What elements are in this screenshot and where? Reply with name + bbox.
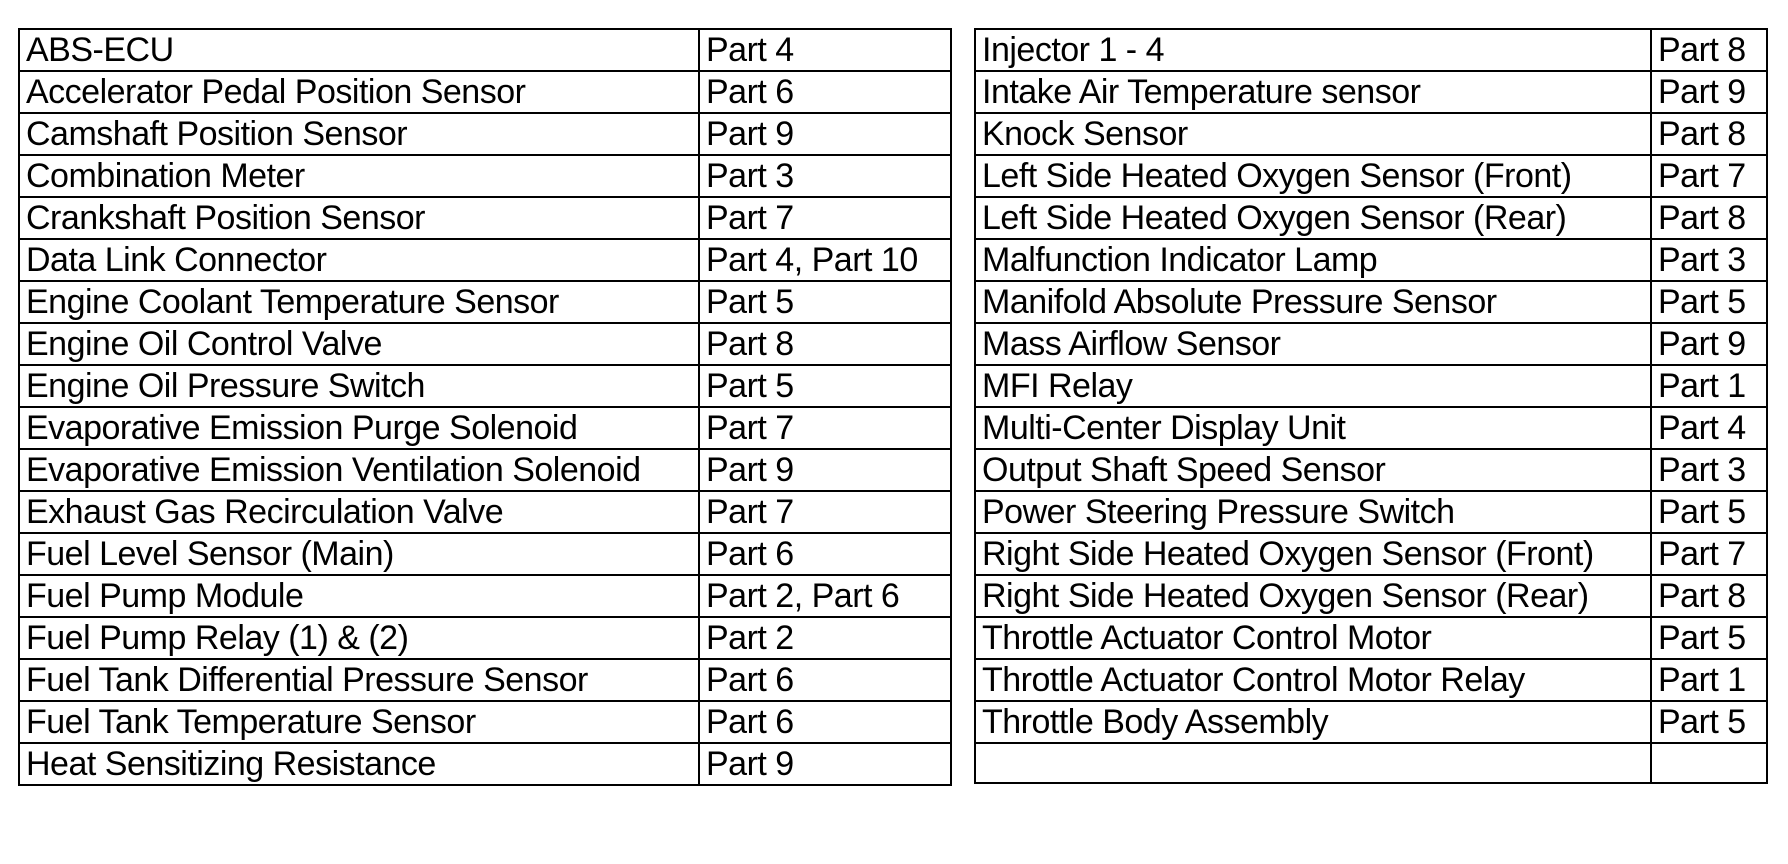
component-name-cell: Throttle Actuator Control Motor: [975, 617, 1651, 659]
component-name-cell: Exhaust Gas Recirculation Valve: [19, 491, 699, 533]
location-cell: Part 8: [1651, 575, 1767, 617]
table-row: [975, 29, 1767, 71]
location-cell: Part 6: [699, 533, 951, 575]
table-row: [975, 575, 1767, 617]
table-row: [975, 365, 1767, 407]
table-row: [19, 533, 951, 575]
component-name-cell: Evaporative Emission Ventilation Solenoid: [19, 449, 699, 491]
location-cell: Part 8: [699, 323, 951, 365]
component-name-cell: Manifold Absolute Pressure Sensor: [975, 281, 1651, 323]
table-row: [19, 113, 951, 155]
component-name-cell: Engine Coolant Temperature Sensor: [19, 281, 699, 323]
table-row: [19, 155, 951, 197]
table-row: [975, 701, 1767, 743]
location-cell: Part 6: [699, 71, 951, 113]
location-cell: Part 4: [699, 29, 951, 71]
component-name-cell: Fuel Pump Module: [19, 575, 699, 617]
location-cell: Part 7: [1651, 155, 1767, 197]
table-row: [975, 197, 1767, 239]
location-cell: Part 1: [1651, 365, 1767, 407]
table-row: [19, 743, 951, 785]
table-row: [19, 71, 951, 113]
location-cell: Part 7: [1651, 533, 1767, 575]
component-name-cell: Injector 1 - 4: [975, 29, 1651, 71]
component-name-cell: Multi-Center Display Unit: [975, 407, 1651, 449]
table-row: [19, 281, 951, 323]
table-row: [975, 155, 1767, 197]
table-row: [19, 449, 951, 491]
component-name-cell: Throttle Actuator Control Motor Relay: [975, 659, 1651, 701]
location-cell: Part 3: [1651, 239, 1767, 281]
table-row: [975, 239, 1767, 281]
table-row: [19, 659, 951, 701]
table-row: [19, 575, 951, 617]
table-row: [975, 113, 1767, 155]
location-cell: Part 8: [1651, 29, 1767, 71]
component-name-cell: Accelerator Pedal Position Sensor: [19, 71, 699, 113]
location-cell: Part 9: [699, 113, 951, 155]
table-row: [975, 659, 1767, 701]
component-name-cell: ABS-ECU: [19, 29, 699, 71]
location-cell: Part 5: [1651, 281, 1767, 323]
right-table-body: [975, 29, 1767, 783]
location-cell: Part 4, Part 10: [699, 239, 951, 281]
component-name-cell: Fuel Pump Relay (1) & (2): [19, 617, 699, 659]
component-name-cell: Throttle Body Assembly: [975, 701, 1651, 743]
location-cell: Part 7: [699, 407, 951, 449]
table-row: [19, 29, 951, 71]
table-row: [975, 323, 1767, 365]
table-row: [19, 491, 951, 533]
component-name-cell: Intake Air Temperature sensor: [975, 71, 1651, 113]
location-cell: Part 6: [699, 701, 951, 743]
component-name-cell: Knock Sensor: [975, 113, 1651, 155]
location-cell: Part 8: [1651, 113, 1767, 155]
location-cell: Part 5: [1651, 617, 1767, 659]
location-cell: Part 9: [699, 743, 951, 785]
location-cell: Part 7: [699, 197, 951, 239]
location-cell: Part 8: [1651, 197, 1767, 239]
location-cell: Part 1: [1651, 659, 1767, 701]
component-name-cell: Fuel Tank Temperature Sensor: [19, 701, 699, 743]
component-name-cell: Malfunction Indicator Lamp: [975, 239, 1651, 281]
location-cell: Part 2, Part 6: [699, 575, 951, 617]
component-name-cell: MFI Relay: [975, 365, 1651, 407]
component-name-cell: [975, 743, 1651, 783]
table-row: [975, 743, 1767, 783]
component-name-cell: Crankshaft Position Sensor: [19, 197, 699, 239]
component-name-cell: Mass Airflow Sensor: [975, 323, 1651, 365]
location-cell: Part 7: [699, 491, 951, 533]
location-cell: Part 6: [699, 659, 951, 701]
location-cell: Part 5: [699, 281, 951, 323]
component-name-cell: Right Side Heated Oxygen Sensor (Rear): [975, 575, 1651, 617]
component-name-cell: Engine Oil Pressure Switch: [19, 365, 699, 407]
component-name-cell: Left Side Heated Oxygen Sensor (Front): [975, 155, 1651, 197]
location-cell: Part 5: [1651, 701, 1767, 743]
location-cell: Part 5: [1651, 491, 1767, 533]
left-component-table: [18, 28, 952, 786]
location-cell: Part 3: [699, 155, 951, 197]
component-name-cell: Data Link Connector: [19, 239, 699, 281]
right-component-table: [974, 28, 1768, 784]
component-name-cell: Camshaft Position Sensor: [19, 113, 699, 155]
component-name-cell: Heat Sensitizing Resistance: [19, 743, 699, 785]
table-row: [975, 71, 1767, 113]
left-table-body: [19, 29, 951, 785]
component-name-cell: Evaporative Emission Purge Solenoid: [19, 407, 699, 449]
table-row: [975, 407, 1767, 449]
table-row: [975, 449, 1767, 491]
table-row: [975, 617, 1767, 659]
table-row: [975, 281, 1767, 323]
location-cell: Part 9: [699, 449, 951, 491]
table-row: [19, 407, 951, 449]
component-name-cell: Fuel Tank Differential Pressure Sensor: [19, 659, 699, 701]
table-row: [975, 491, 1767, 533]
table-row: [19, 197, 951, 239]
component-name-cell: Left Side Heated Oxygen Sensor (Rear): [975, 197, 1651, 239]
location-cell: Part 4: [1651, 407, 1767, 449]
location-cell: Part 5: [699, 365, 951, 407]
table-row: [19, 323, 951, 365]
component-name-cell: Output Shaft Speed Sensor: [975, 449, 1651, 491]
table-row: [19, 239, 951, 281]
table-row: [19, 365, 951, 407]
component-name-cell: Combination Meter: [19, 155, 699, 197]
table-row: [19, 701, 951, 743]
component-name-cell: Right Side Heated Oxygen Sensor (Front): [975, 533, 1651, 575]
component-name-cell: Engine Oil Control Valve: [19, 323, 699, 365]
location-cell: Part 2: [699, 617, 951, 659]
table-row: [19, 617, 951, 659]
table-row: [975, 533, 1767, 575]
component-name-cell: Power Steering Pressure Switch: [975, 491, 1651, 533]
location-cell: [1651, 743, 1767, 783]
component-name-cell: Fuel Level Sensor (Main): [19, 533, 699, 575]
location-cell: Part 3: [1651, 449, 1767, 491]
location-cell: Part 9: [1651, 71, 1767, 113]
location-cell: Part 9: [1651, 323, 1767, 365]
